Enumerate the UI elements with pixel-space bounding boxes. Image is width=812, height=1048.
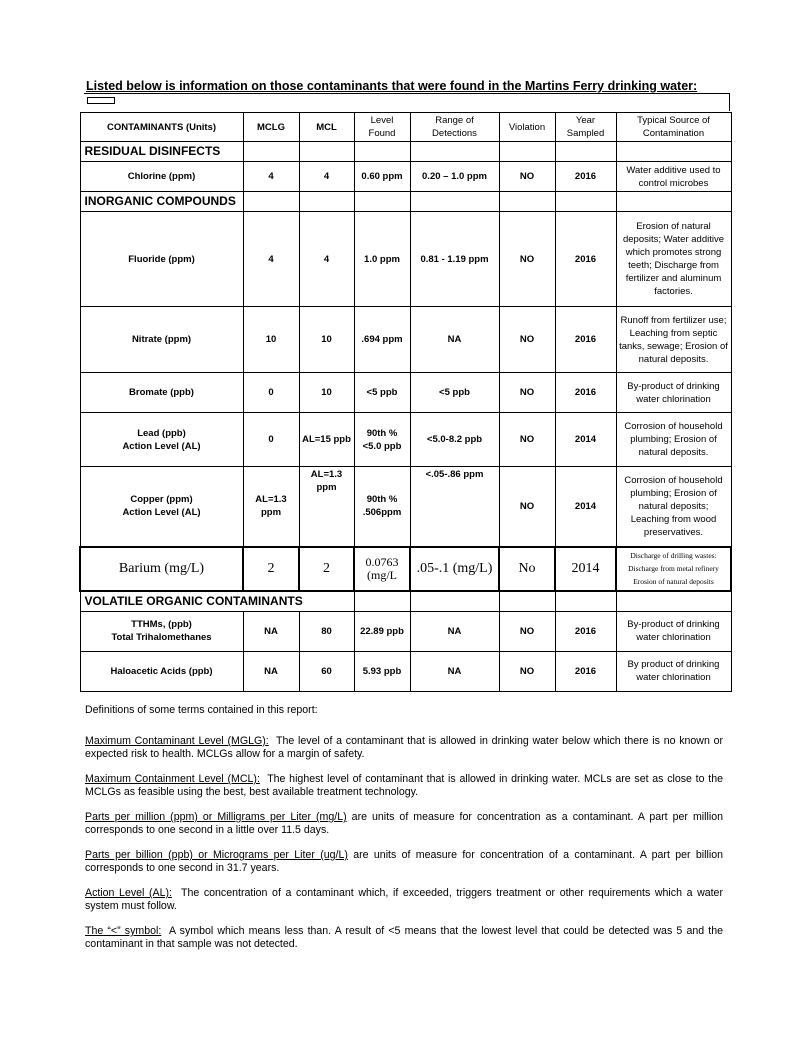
contaminant-name: Barium (mg/L) — [80, 547, 243, 591]
definition-item — [85, 811, 723, 837]
definition-item — [85, 735, 723, 761]
section-title-volatile: VOLATILE ORGANIC CONTAMINANTS — [80, 591, 354, 612]
definition-term: Parts per billion (ppb) or Micrograms per Liter (ug/L) — [85, 849, 348, 861]
contaminant-name: Nitrate (ppm) — [80, 307, 243, 373]
definition-item — [85, 773, 723, 799]
col-header-mclg: MCLG — [243, 113, 299, 142]
contaminant-name: Copper (ppm) Action Level (AL) — [80, 467, 243, 547]
contaminant-name: Fluoride (ppm) — [80, 212, 243, 307]
table-row: Fluoride (ppm) 4 4 1.0 ppm 0.81 - 1.19 ppm NO 2016 Erosion of natural deposits; Water additive which promotes strong teeth; Discharge from fertilizer and aluminum factories. — [80, 212, 731, 307]
contaminants-table — [79, 112, 732, 692]
col-header-level: Level Found — [354, 113, 410, 142]
definition-term: Action Level (AL): — [85, 887, 172, 899]
header-box-line — [84, 93, 730, 111]
definition-text: A symbol which means less than. A result of <5 means that the lowest level that could be detected was 5 and the contaminant in that sample was not detected. — [85, 925, 723, 950]
table-row: Haloacetic Acids (ppb) NA 60 5.93 ppb NA NO 2016 By product of drinking water chlorination — [80, 651, 731, 691]
col-header-source: Typical Source of Contamination — [616, 113, 731, 142]
definition-item — [85, 887, 723, 913]
table-row: Bromate (ppb) 0 10 <5 ppb <5 ppb NO 2016 By-product of drinking water chlorination — [80, 373, 731, 413]
table-header-row — [80, 113, 731, 142]
definitions-section — [85, 704, 723, 963]
contaminant-name: TTHMs, (ppb) Total Trihalomethanes — [80, 611, 243, 651]
section-title-residual: RESIDUAL DISINFECTS — [80, 142, 243, 162]
definition-term: Maximum Containment Level (MCL): — [85, 773, 260, 785]
table-row: Lead (ppb) Action Level (AL) 0 AL=15 ppb 90th % <5.0 ppb <5.0-8.2 ppb NO 2014 Corrosion of household plumbing; Erosion of natural deposits. — [80, 413, 731, 467]
definition-text: The level of a contaminant that is allowed in drinking water below which there is no known or expected risk to health. MCLGs allow for a margin of safety. — [85, 735, 723, 760]
definition-text: are units of measure for concentration as a contaminant. A part per million corresponds to one second in a little over 11.5 days. — [85, 811, 724, 836]
contaminant-name: Haloacetic Acids (ppb) — [80, 651, 243, 691]
section-row — [80, 591, 731, 612]
definition-term: Parts per million (ppm) or Milligrams per Liter (mg/L) — [85, 811, 347, 823]
section-title-inorganic: INORGANIC COMPOUNDS — [80, 192, 243, 212]
table-row: Copper (ppm) Action Level (AL) AL=1.3 ppm AL=1.3 ppm 90th % .506ppm <.05-.86 ppm NO 2014 Corrosion of household plumbing; Erosion of natural deposits; Leaching from wood preservatives. — [80, 467, 731, 547]
definition-term: The “<” symbol: — [85, 925, 162, 937]
table-row: Barium (mg/L) 2 2 0.0763 (mg/L .05-.1 (mg/L) No 2014 Discharge of drilling wastes: Discharge from metal refinery Erosion of natural deposits — [80, 547, 731, 591]
table-row: Nitrate (ppm) 10 10 .694 ppm NA NO 2016 Runoff from fertilizer use; Leaching from septic tanks, sewage; Erosion of natural deposits. — [80, 307, 731, 373]
col-header-year: Year Sampled — [555, 113, 616, 142]
section-row — [80, 142, 731, 162]
definition-text: The highest level of contaminant that is allowed in drinking water. MCLs are set as close to the MCLGs as feasible using the best, best available treatment technology. — [85, 773, 723, 798]
definition-item — [85, 849, 723, 875]
definitions-intro: Definitions of some terms contained in this report: — [85, 704, 318, 716]
col-header-mcl: MCL — [299, 113, 354, 142]
col-header-contaminant: CONTAMINANTS (Units) — [80, 113, 243, 142]
table-row: Chlorine (ppm) 4 4 0.60 ppm 0.20 – 1.0 ppm NO 2016 Water additive used to control microbes — [80, 162, 731, 192]
section-row — [80, 192, 731, 212]
col-header-range: Range of Detections — [410, 113, 499, 142]
table-row: TTHMs, (ppb) Total Trihalomethanes NA 80 22.89 ppb NA NO 2016 By-product of drinking water chlorination — [80, 611, 731, 651]
contaminant-name: Chlorine (ppm) — [80, 162, 243, 192]
report-headline: Listed below is information on those contaminants that were found in the Martins Ferry drinking water: — [86, 79, 698, 93]
definition-text: The concentration of a contaminant which, if exceeded, triggers treatment or other requirements which a water system must follow. — [85, 887, 723, 912]
definition-term: Maximum Contaminant Level (MGLG): — [85, 735, 269, 747]
contaminant-name: Bromate (ppb) — [80, 373, 243, 413]
col-header-violation: Violation — [499, 113, 555, 142]
contaminant-name: Lead (ppb) Action Level (AL) — [80, 413, 243, 467]
small-box — [87, 97, 115, 104]
definition-text: are units of measure for concentration of a contaminant. A part per billion corresponds to one second in 31.7 years. — [85, 849, 723, 874]
definition-item — [85, 925, 723, 951]
